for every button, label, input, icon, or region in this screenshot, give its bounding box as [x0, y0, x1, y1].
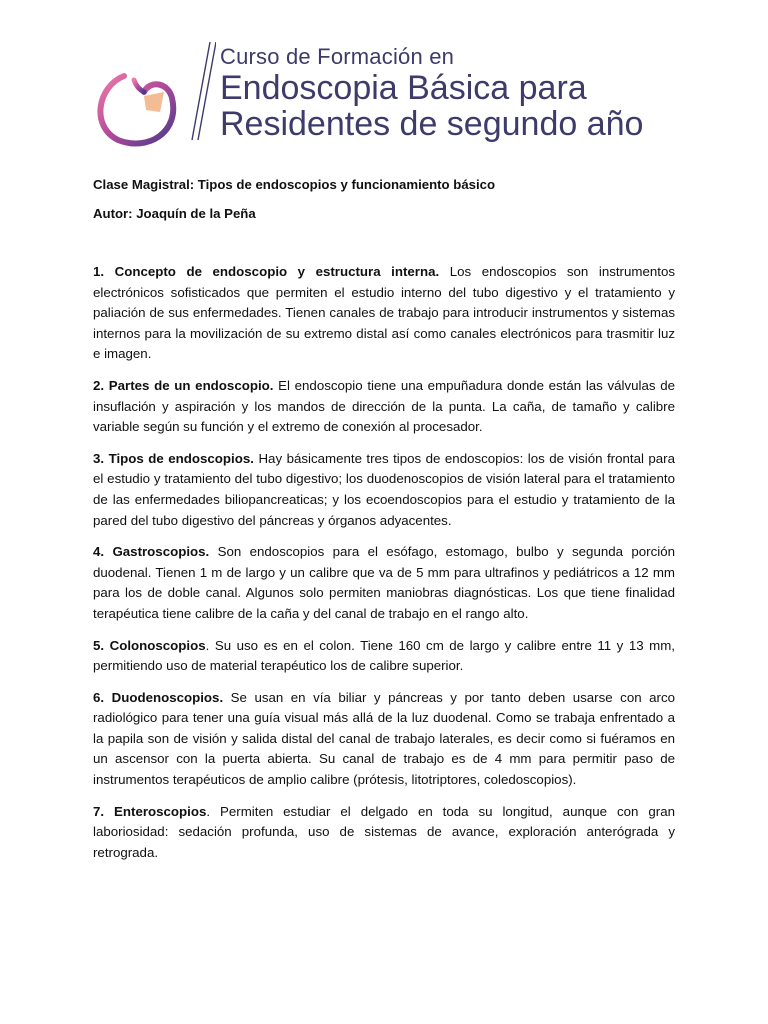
section-text: El endoscopio tiene una empuñadura donde están las válvulas de insuflación y aspiración y los mandos de dirección de la punta. La caña, de tamaño y calibre variable según su función y el extremo de conexión al procesador.	[93, 377, 675, 435]
section-heading: 5. Colonoscopios	[93, 637, 206, 653]
section-heading: 6. Duodenoscopios.	[93, 689, 224, 705]
section-6	[93, 688, 675, 791]
class-title: Clase Magistral: Tipos de endoscopios y funcionamiento básico	[93, 177, 496, 192]
section-3	[93, 449, 675, 531]
section-1	[93, 262, 675, 365]
course-title-line-1: Curso de Formación en	[220, 44, 455, 69]
section-text: Los endoscopios son instrumentos electrónicos sofisticados que permiten el estudio interno del tubo digestivo y el tratamiento y paliación de sus enfermedades. Tienen canales de trabajo para introducir instrumentos y sistemas internos para la movilización de su extremo distal así como canales electrónicos para trasmitir luz e imagen.	[93, 264, 675, 362]
section-text: . Su uso es en el colon. Tiene 160 cm de largo y calibre entre 11 y 13 mm, permitiendo uso de material terapéutico los de calibre superior.	[93, 637, 675, 674]
section-heading: 2. Partes de un endoscopio.	[93, 377, 274, 393]
document-body	[93, 262, 675, 874]
section-heading: 3. Tipos de endoscopios.	[93, 450, 254, 466]
section-heading: 7. Enteroscopios	[93, 803, 207, 819]
document-meta	[93, 176, 495, 234]
course-header	[88, 36, 688, 148]
section-5	[93, 636, 675, 677]
stomach-logo-icon	[88, 36, 216, 148]
section-text: . Permiten estudiar el delgado en toda su longitud, aunque con gran laboriosidad: sedación profunda, uso de sistemas de avance, exploración anterógrada y retrograda.	[93, 803, 675, 860]
section-2	[93, 376, 675, 438]
section-text: Se usan en vía biliar y páncreas y por tanto deben usarse con arco radiológico para tener una guía visual más allá de la luz duodenal. Como se trabaja enfrentado a la papila son de visión y salida distal del canal de trabajo laterales, es decir como si fuéramos en un ascensor con la puerta abierta. Su canal de trabajo es de 4 mm para permitir paso de instrumentos terapéuticos de amplio calibre (prótesis, litotriptores, coledoscopios).	[93, 689, 675, 788]
section-text: Hay básicamente tres tipos de endoscopios: los de visión frontal para el estudio y tratamiento del tubo digestivo; los duodenoscopios de visión lateral para el tratamiento de las enfermedades biliopancreaticas; y los ecoendoscopios para el estudio y tratamiento de la pared del tubo digestivo del páncreas y órganos adyacentes.	[93, 450, 676, 528]
author-line: Autor: Joaquín de la Peña	[93, 206, 256, 221]
section-7	[93, 802, 675, 864]
section-heading: 1. Concepto de endoscopio y estructura interna.	[93, 264, 440, 279]
section-heading: 4. Gastroscopios.	[93, 544, 210, 560]
course-title-line-2: Endoscopia Básica para	[220, 69, 587, 107]
course-title	[220, 44, 643, 142]
section-text: Son endoscopios para el esófago, estomago, bulbo y segunda porción duodenal. Tienen 1 m de largo y un calibre que va de 5 mm para ultrafinos y pediátricos a 12 mm para los de doble canal. Algunos solo permiten maniobras diagnósticas. Los que tiene finalidad terapéutica tiene calibre de la caña y del canal de trabajo en el rango alto.	[93, 544, 675, 621]
course-title-line-3: Residentes de segundo año	[220, 105, 644, 143]
section-4	[93, 542, 675, 624]
